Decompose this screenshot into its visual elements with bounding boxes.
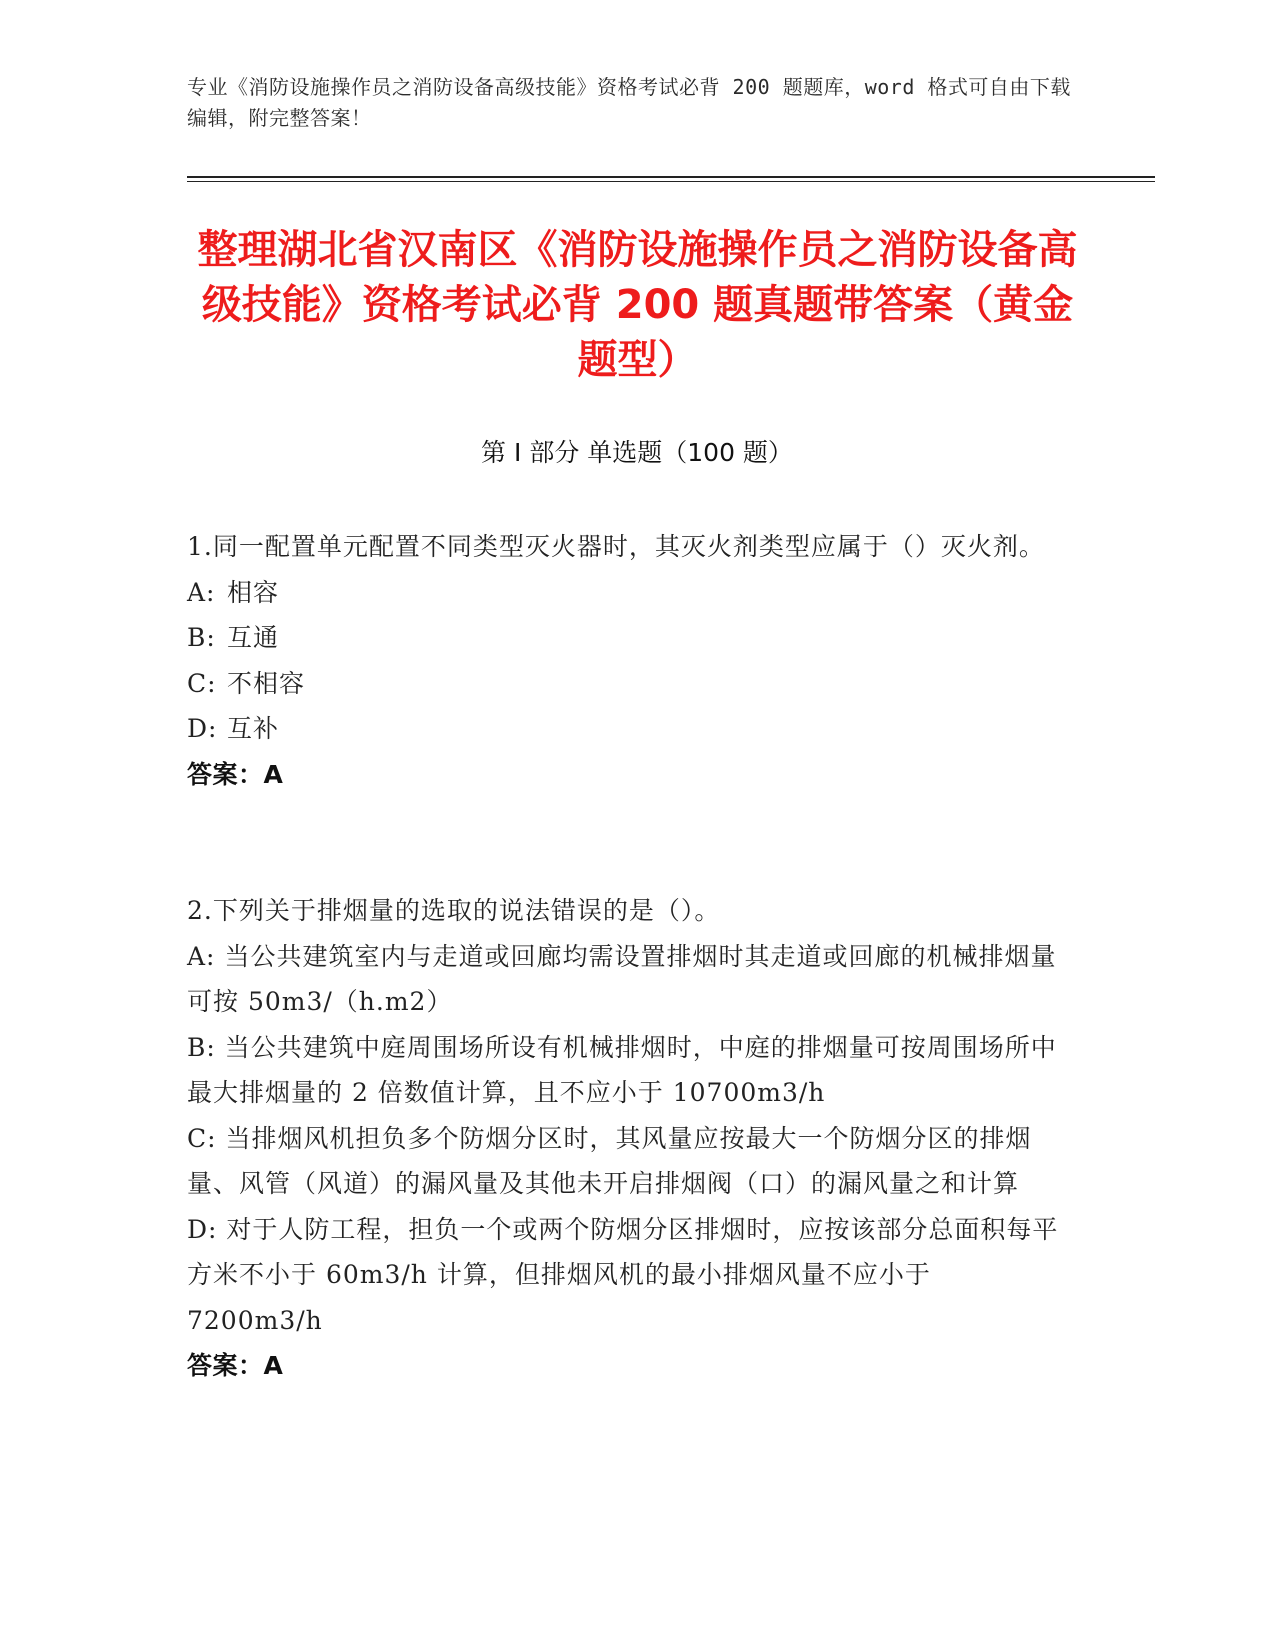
option-text: 互补 [227,714,280,743]
document-title: 整理湖北省汉南区《消防设施操作员之消防设备高级技能》资格考试必背 200 题真题带答案（黄金题型） [197,227,1078,383]
header-divider-thin [187,181,1155,182]
option-text: 相容 [227,577,280,607]
option-label: B: [187,623,216,652]
option-label: D: [187,1214,218,1244]
answer-line: 答案：A [187,759,284,789]
option-label: A: [187,577,216,607]
option-a [187,934,1067,1025]
option-a [187,570,1067,616]
option-text: 对于人防工程，担负一个或两个防烟分区排烟时，应按该部分总面积每平方米不小于 60m3/h 计算，但排烟风机的最小排烟风量不应小于 7200m3/h [187,1214,1059,1335]
option-c [187,1116,1067,1207]
option-label: A: [187,941,216,971]
question-stem: 1.同一配置单元配置不同类型灭火器时，其灭火剂类型应属于（）灭火剂。 [187,532,1045,561]
option-text: 当公共建筑室内与走道或回廊均需设置排烟时其走道或回廊的机械排烟量可按 50m3/（h.m2） [187,941,1057,1016]
section-heading: 第 I 部分 单选题（100 题） [481,438,793,467]
question-2 [187,888,1067,1389]
option-d [187,706,1067,752]
option-label: C: [187,1123,217,1153]
option-text: 互通 [227,623,280,652]
option-text: 当公共建筑中庭周围场所设有机械排烟时，中庭的排烟量可按周围场所中最大排烟量的 2 倍数值计算，且不应小于 10700m3/h [187,1032,1057,1107]
option-c [187,661,1067,707]
option-label: D: [187,714,218,743]
question-1 [187,524,1067,797]
question-stem: 2.下列关于排烟量的选取的说法错误的是（）。 [187,896,721,925]
answer-line: 答案：A [187,1351,284,1380]
option-label: C: [187,668,217,698]
option-text: 不相容 [227,668,306,698]
option-text: 当排烟风机担负多个防烟分区时，其风量应按最大一个防烟分区的排烟量、风管（风道）的漏风量及其他未开启排烟阀（口）的漏风量之和计算 [187,1123,1032,1198]
option-d [187,1207,1067,1344]
option-b [187,615,1067,661]
option-label: B: [187,1032,216,1062]
header-divider-thick [187,176,1155,178]
option-b [187,1025,1067,1116]
header-note: 专业《消防设施操作员之消防设备高级技能》资格考试必背 200 题题库，word 格式可自由下载编辑，附完整答案！ [187,75,1071,130]
